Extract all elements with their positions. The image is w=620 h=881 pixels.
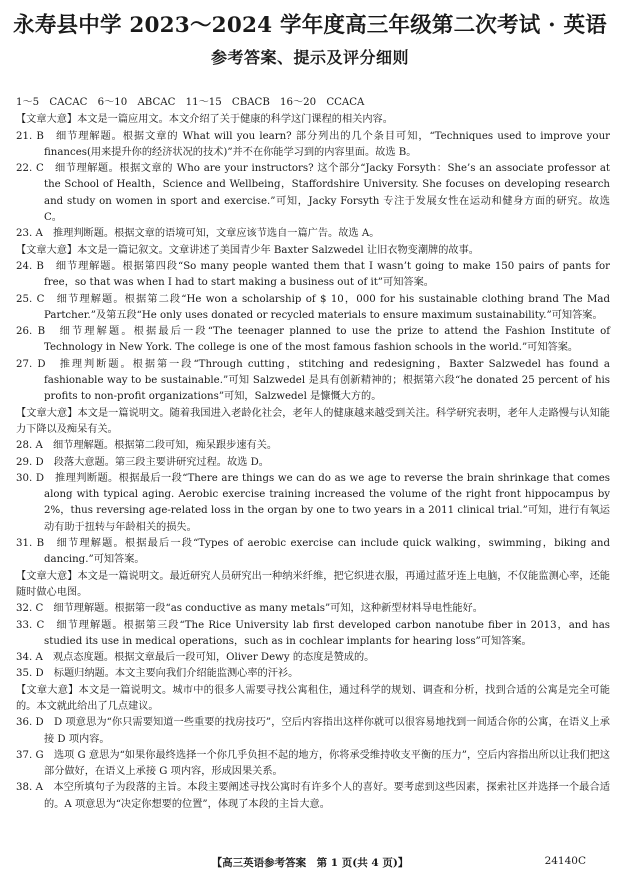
question-explanation: 25. C 细节理解题。根据第二段“He won a scholarship of $ 10，000 for his sustainable clothing brand The Mad Partcher.”及第五段“He only uses donated or recycled materials to ensure maximum sustainability.”可知答案。 xyxy=(16,293,610,321)
question-explanation: 36. D D 项意思为“你只需要知道一些重要的找房技巧”，空后内容指出这样你就可以很容易地找到一间适合你的公寓，在语义上承接 D 项内容。 xyxy=(16,717,610,745)
page-subtitle: 参考答案、提示及评分细则 xyxy=(210,48,409,67)
question-explanation: 24. B 细节理解题。根据第四段“So many people wanted them that I wasn’t going to make 150 pairs of pants for free，so that was when I had to start making a business out of it”可知答案。 xyxy=(16,260,610,289)
question-explanation: 34. A 观点态度题。根据文章最后一段可知，Oliver Dewy 的态度是赞成的。 xyxy=(16,652,375,664)
question-explanation: 31. B 细节理解题。根据最后一段“Types of aerobic exercise can include quick walking，swimming，biking and dancing.”可知答案。 xyxy=(16,538,610,566)
question-explanation: 32. C 细节理解题。根据第一段“as conductive as many metals”可知，这种新型材料导电性能好。 xyxy=(16,603,483,615)
question-explanation: 26. B 细节理解题。根据最后一段“The teenager planned to use the prize to attend the Fashion Institute of Technology in New York. The college is one of the most famous fashion schools in the world.”可知答案。 xyxy=(16,326,610,354)
passage-summary: 【文章大意】本文是一篇记叙文。文章讲述了美国青少年 Baxter Salzwedel 让旧衣物变潮牌的故事。 xyxy=(16,244,479,256)
answers-line: 1～5 CACAC 6～10 ABCAC 11～15 CBACB 16～20 CCACA xyxy=(16,97,365,108)
question-explanation: 23. A 推理判断题。根据文章的语境可知，文章应该节选自一篇广告。故选 A。 xyxy=(16,228,380,240)
footer-page-label: 【高三英语参考答案 第 1 页(共 4 页)】 xyxy=(211,857,409,869)
passage-summary: 【文章大意】本文是一篇应用文。本文介绍了关于健康的科学这门课程的相关内容。 xyxy=(16,114,393,126)
question-explanation: 35. D 标题归纳题。本文主要向我们介绍能监测心率的汗衫。 xyxy=(16,668,299,680)
question-explanation: 21. B 细节理解题。根据文章的 What will you learn? 部分列出的几个条目可知，“Techniques used to improve your finances(用来提升你的经济状况的技术)”并不在你能学习到的内容里面。故选 B。 xyxy=(16,130,610,158)
question-explanation: 30. D 推理判断题。根据最后一段“There are things we can do as we age to reverse the brain shrinkage that comes along with typical aging. Aerobic exercise training increased the volume of the right front hippocampus by 2%，thus reversing age-related loss in the organ by one to two years in a 2011 clinical trial.”可知，进行有氧运动有助于扭转与年龄相关的损失。 xyxy=(16,472,610,533)
answer-content xyxy=(16,95,610,813)
question-explanation: 33. C 细节理解题。根据第三段“The Rice University lab first developed carbon nanotube fiber in 2013，and has studied its use in medical operations，such as in cochlear implants for hearing loss”可知答案。 xyxy=(16,619,610,647)
page-title: 永寿县中学 2023～2024 学年度高三年级第二次考试 · 英语 xyxy=(13,13,607,38)
passage-summary: 【文章大意】本文是一篇说明文。城市中的很多人需要寻找公寓租住，通过科学的规划、调查和分析，找到合适的公寓是完全可能的。本文就此给出了几点建议。 xyxy=(16,684,610,712)
question-explanation: 29. D 段落大意题。第三段主要讲研究过程。故选 D。 xyxy=(16,456,269,468)
footer-code: 24140C xyxy=(544,855,586,867)
question-explanation: 38. A 本空所填句子为段落的主旨。本段主要阐述寻找公寓时有许多个人的喜好。要考虑到这些因素，探索社区并选择一个最合适的。A 项意思为“决定你想要的位置”，体现了本段的主旨大意。 xyxy=(16,782,610,810)
passage-summary: 【文章大意】本文是一篇说明文。最近研究人员研究出一种纳米纤维，把它织进衣服，再通过蓝牙连上电脑，不仅能监测心率，还能随时做心电图。 xyxy=(16,570,610,598)
question-explanation: 27. D 推理判断题。根据第一段“Through cutting，stitching and redesigning，Baxter Salzwedel has found a fashionable way to be sustainable.”可知 Salzwedel 是具有创新精神的；根据第六段“he donated 25 percent of his profits to non-profit organizations”可知，Salzwedel 是慷慨大方的。 xyxy=(16,358,610,403)
question-explanation: 22. C 细节理解题。根据文章的 Who are your instructors? 这个部分“Jacky Forsyth：She’s an associate professor at the School of Health，Science and Wellbeing，Staffordshire University. She focuses on developing research and study on women in sport and exercise.”可知，Jacky Forsyth 专注于发展女性在运动和健身方面的研究。故选 C。 xyxy=(16,163,610,224)
question-explanation: 28. A 细节理解题。根据第二段可知，痴呆跟步速有关。 xyxy=(16,440,278,452)
passage-summary: 【文章大意】本文是一篇说明文。随着我国进入老龄化社会，老年人的健康越来越受到关注。科学研究表明，老年人走路慢与认知能力下降以及痴呆有关。 xyxy=(16,407,610,435)
question-explanation: 37. G 选项 G 意思为“如果你最终选择一个你几乎负担不起的地方，你将承受维持收支平衡的压力”，空后内容指出所以让我们把这部分做好，在语义上承接 G 项内容，形成因果关系。 xyxy=(16,749,610,778)
